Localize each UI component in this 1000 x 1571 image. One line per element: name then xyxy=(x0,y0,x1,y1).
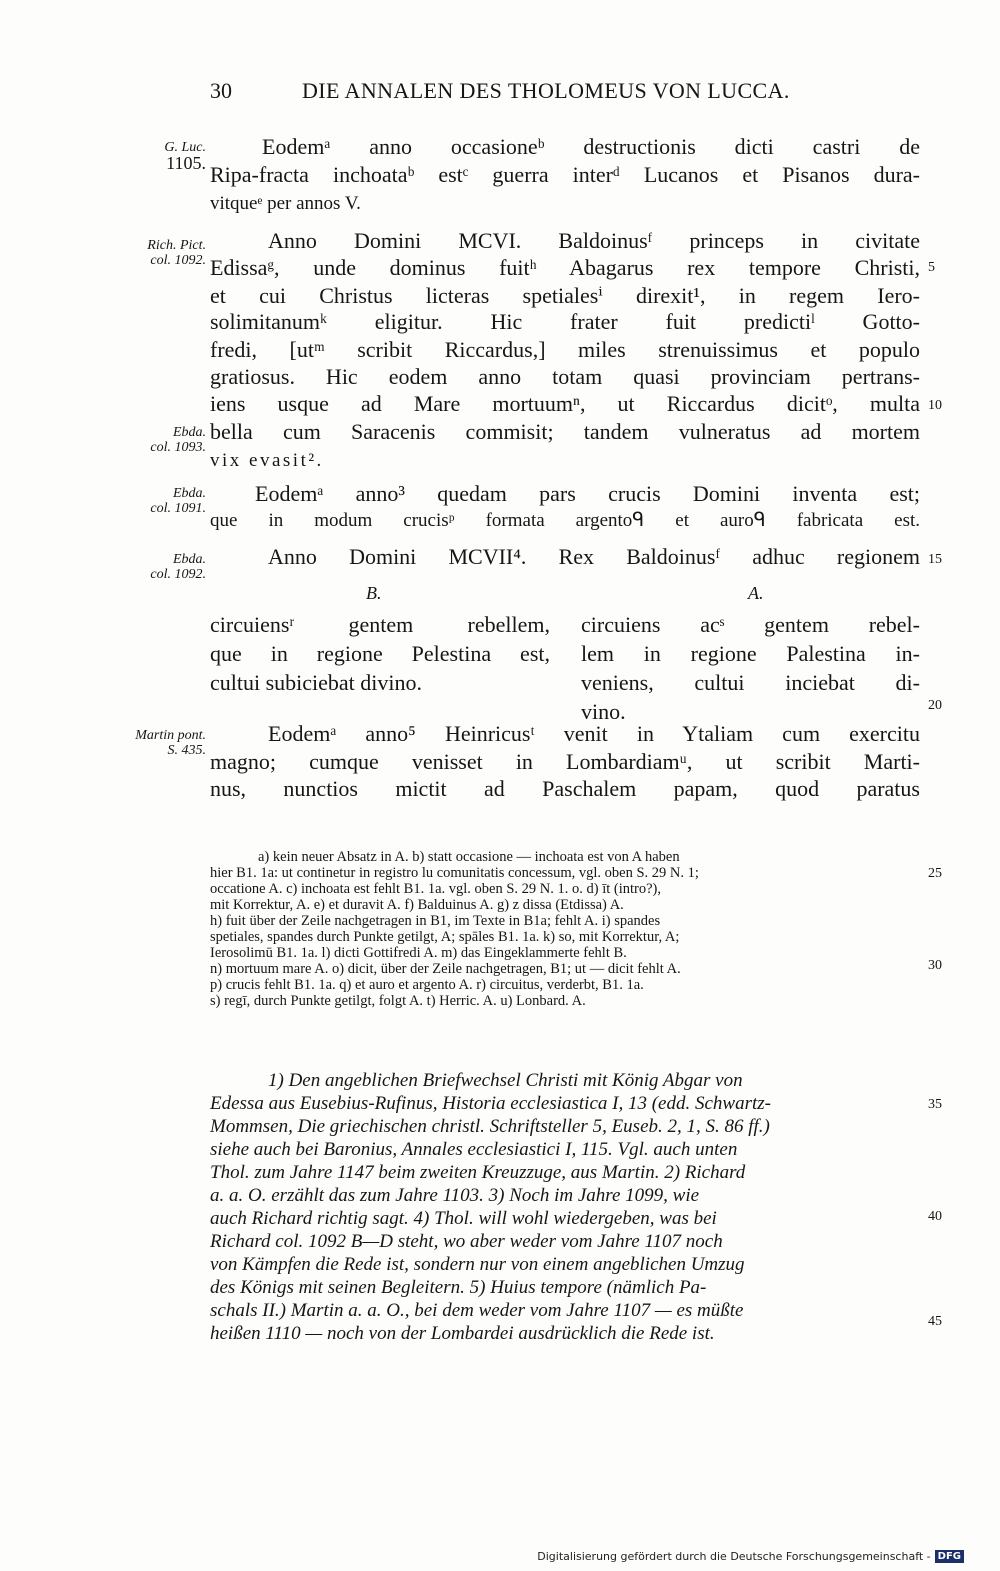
margin-ref xyxy=(88,238,206,268)
variant-note-line: spetiales, spandes durch Punkte getilgt, A; spāles B1. 1a. k) so, mit Korrektur, A; xyxy=(210,929,680,945)
column-line: lem in regione Palestina in- xyxy=(581,641,920,666)
variant-note-line: p) crucis fehlt B1. 1a. q) et auro et argento A. r) circuitus, verderbt, B1. 1a. xyxy=(210,977,644,993)
margin-ref-label: G. Luc. xyxy=(164,140,206,155)
footnote-line: auch Richard richtig sagt. 4) Thol. will wohl wiedergeben, was bei xyxy=(210,1208,717,1229)
margin-ref xyxy=(88,140,206,172)
variant-note-line: hier B1. 1a: ut continetur in registro lu comunitatis concessum, vgl. oben S. 29 N. 1; xyxy=(210,865,699,881)
footnote-line: Thol. zum Jahre 1147 beim zweiten Kreuzzuge, aus Martin. 2) Richard xyxy=(210,1162,746,1183)
margin-ref-col: col. 1092. xyxy=(150,567,206,582)
column-line: veniens, cultui inciebat di- xyxy=(581,670,920,695)
column-line: cultui subiciebat divino. xyxy=(210,670,423,695)
text-line: Anno Domini MCVI. Baldoinusᶠ princeps in civitate xyxy=(268,228,920,253)
text-line: Eodemᵃ anno⁵ Heinricusᵗ venit in Ytaliam cum exercitu xyxy=(268,721,920,746)
margin-ref-col: col. 1092. xyxy=(150,253,206,268)
footnote-line: schals II.) Martin a. a. O., bei dem weder vom Jahre 1107 — es müßte xyxy=(210,1300,744,1321)
variant-note-line: h) fuit über der Zeile nachgetragen in B1, im Texte in B1a; fehlt A. i) spandes xyxy=(210,913,661,929)
text-line: iens usque ad Mare mortuumⁿ, ut Riccardus dicitᵒ, multa xyxy=(210,391,920,416)
column-line: circuiens acˢ gentem rebel- xyxy=(581,612,920,637)
footnote-line: 1) Den angeblichen Briefwechsel Christi mit König Abgar von xyxy=(268,1070,743,1091)
variant-note-line: Ierosolimū B1. 1a. l) dicti Gottifredi A. m) das Eingeklammerte fehlt B. xyxy=(210,945,627,961)
variant-note-line: n) mortuum mare A. o) dicit, über der Zeile nachgetragen, B1; ut — dicit fehlt A. xyxy=(210,961,681,977)
text-line: que in modum crucisᵖ formata argentoᑫ et auroᑫ fabricata est. xyxy=(210,510,920,531)
margin-ref-col: col. 1091. xyxy=(150,501,206,516)
margin-ref-label: Rich. Pict. xyxy=(147,238,206,253)
line-number: 10 xyxy=(928,398,942,413)
line-number: 45 xyxy=(928,1314,942,1329)
text-line: nus, nunctios mictit ad Paschalem papam, quod paratus xyxy=(210,776,920,801)
column-line: circuiensʳ gentem rebellem, xyxy=(210,612,550,637)
text-line: et cui Christus licteras spetialesⁱ direxit¹, in regem Iero- xyxy=(210,283,920,308)
text-line: vix evasit². xyxy=(210,450,324,471)
line-number: 15 xyxy=(928,552,942,567)
margin-ref-label: Ebda. xyxy=(172,486,206,501)
running-title: DIE ANNALEN DES THOLOMEUS VON LUCCA. xyxy=(302,78,790,103)
margin-ref xyxy=(88,486,206,516)
text-line: Eodemᵃ anno³ quedam pars crucis Domini inventa est; xyxy=(255,481,920,506)
text-line: Eodemᵃ anno occasioneᵇ destructionis dicti castri de xyxy=(262,134,920,159)
margin-ref-label: Ebda. xyxy=(172,425,206,440)
footnote-line: des Königs mit seinen Begleitern. 5) Huius tempore (nämlich Pa- xyxy=(210,1277,707,1298)
variant-note-line: a) kein neuer Absatz in A. b) statt occasione — inchoata est von A haben xyxy=(258,849,680,865)
margin-ref xyxy=(88,425,206,455)
line-number: 20 xyxy=(928,698,942,713)
margin-ref-label: Ebda. xyxy=(172,552,206,567)
margin-ref xyxy=(88,728,206,758)
line-number: 35 xyxy=(928,1097,942,1112)
text-line: fredi, [utᵐ scribit Riccardus,] miles strenuissimus et populo xyxy=(210,337,920,362)
column-line: que in regione Pelestina est, xyxy=(210,641,550,666)
text-line: gratiosus. Hic eodem anno totam quasi provinciam pertrans- xyxy=(210,364,920,389)
column-head-b: B. xyxy=(366,583,382,603)
column-left xyxy=(210,610,550,697)
dfg-logo: DFG xyxy=(935,1550,964,1563)
line-number: 25 xyxy=(928,866,942,881)
line-number: 5 xyxy=(928,260,935,275)
line-number: 30 xyxy=(928,958,942,973)
digitization-footer xyxy=(537,1550,964,1563)
footnote-line: siehe auch bei Baronius, Annales ecclesiastici I, 115. Vgl. auch unten xyxy=(210,1139,738,1160)
margin-ref xyxy=(88,552,206,582)
variant-note-line: mit Korrektur, A. e) et duravit A. f) Balduinus A. g) z dissa (Etdissa) A. xyxy=(210,897,624,913)
text-line: solimitanumᵏ eligitur. Hic frater fuit predictiˡ Gotto- xyxy=(210,309,920,334)
column-head-a: A. xyxy=(748,583,764,603)
footnote-line: Edessa aus Eusebius-Rufinus, Historia ecclesiastica I, 13 (edd. Schwartz- xyxy=(210,1093,771,1114)
text-line: bella cum Saracenis commisit; tandem vulneratus ad mortem xyxy=(210,419,920,444)
footer-text: Digitalisierung gefördert durch die Deutsche Forschungsgemeinschaft - xyxy=(537,1550,931,1563)
margin-ref-col: S. 435. xyxy=(167,743,206,758)
column-right xyxy=(581,610,920,726)
margin-ref-year: 1105. xyxy=(166,153,206,173)
text-line: Edissaᵍ, unde dominus fuitʰ Abagarus rex tempore Christi, xyxy=(210,255,920,280)
footnote-line: Richard col. 1092 B—D steht, wo aber weder vom Jahre 1107 noch xyxy=(210,1231,723,1252)
page-number: 30 xyxy=(210,78,232,103)
margin-ref-label: Martin pont. xyxy=(135,728,206,743)
line-number: 40 xyxy=(928,1209,942,1224)
text-line: vitqueᵉ per annos V. xyxy=(210,193,361,214)
variant-note-line: s) regī, durch Punkte getilgt, folgt A. t) Herric. A. u) Lonbard. A. xyxy=(210,993,586,1009)
margin-ref-col: col. 1093. xyxy=(150,440,206,455)
footnote-line: von Kämpfen die Rede ist, sondern nur von einem angeblichen Umzug xyxy=(210,1254,745,1275)
footnote-line: a. a. O. erzählt das zum Jahre 1103. 3) Noch im Jahre 1099, wie xyxy=(210,1185,700,1206)
text-line: Ripa-fracta inchoataᵇ estᶜ guerra interᵈ Lucanos et Pisanos dura- xyxy=(210,162,920,187)
column-line: vino. xyxy=(581,699,626,724)
footnote-line: Mommsen, Die griechischen christl. Schriftsteller 5, Euseb. 2, 1, S. 86 ff.) xyxy=(210,1116,770,1137)
text-line: Anno Domini MCVII⁴. Rex Baldoinusᶠ adhuc regionem xyxy=(268,544,920,569)
variant-note-line: occatione A. c) inchoata est fehlt B1. 1a. vgl. oben S. 29 N. 1. o. d) īt (intro?), xyxy=(210,881,662,897)
text-line: magno; cumque venisset in Lombardiamᵘ, ut scribit Marti- xyxy=(210,749,920,774)
footnote-line: heißen 1110 — noch von der Lombardei ausdrücklich die Rede ist. xyxy=(210,1323,715,1344)
